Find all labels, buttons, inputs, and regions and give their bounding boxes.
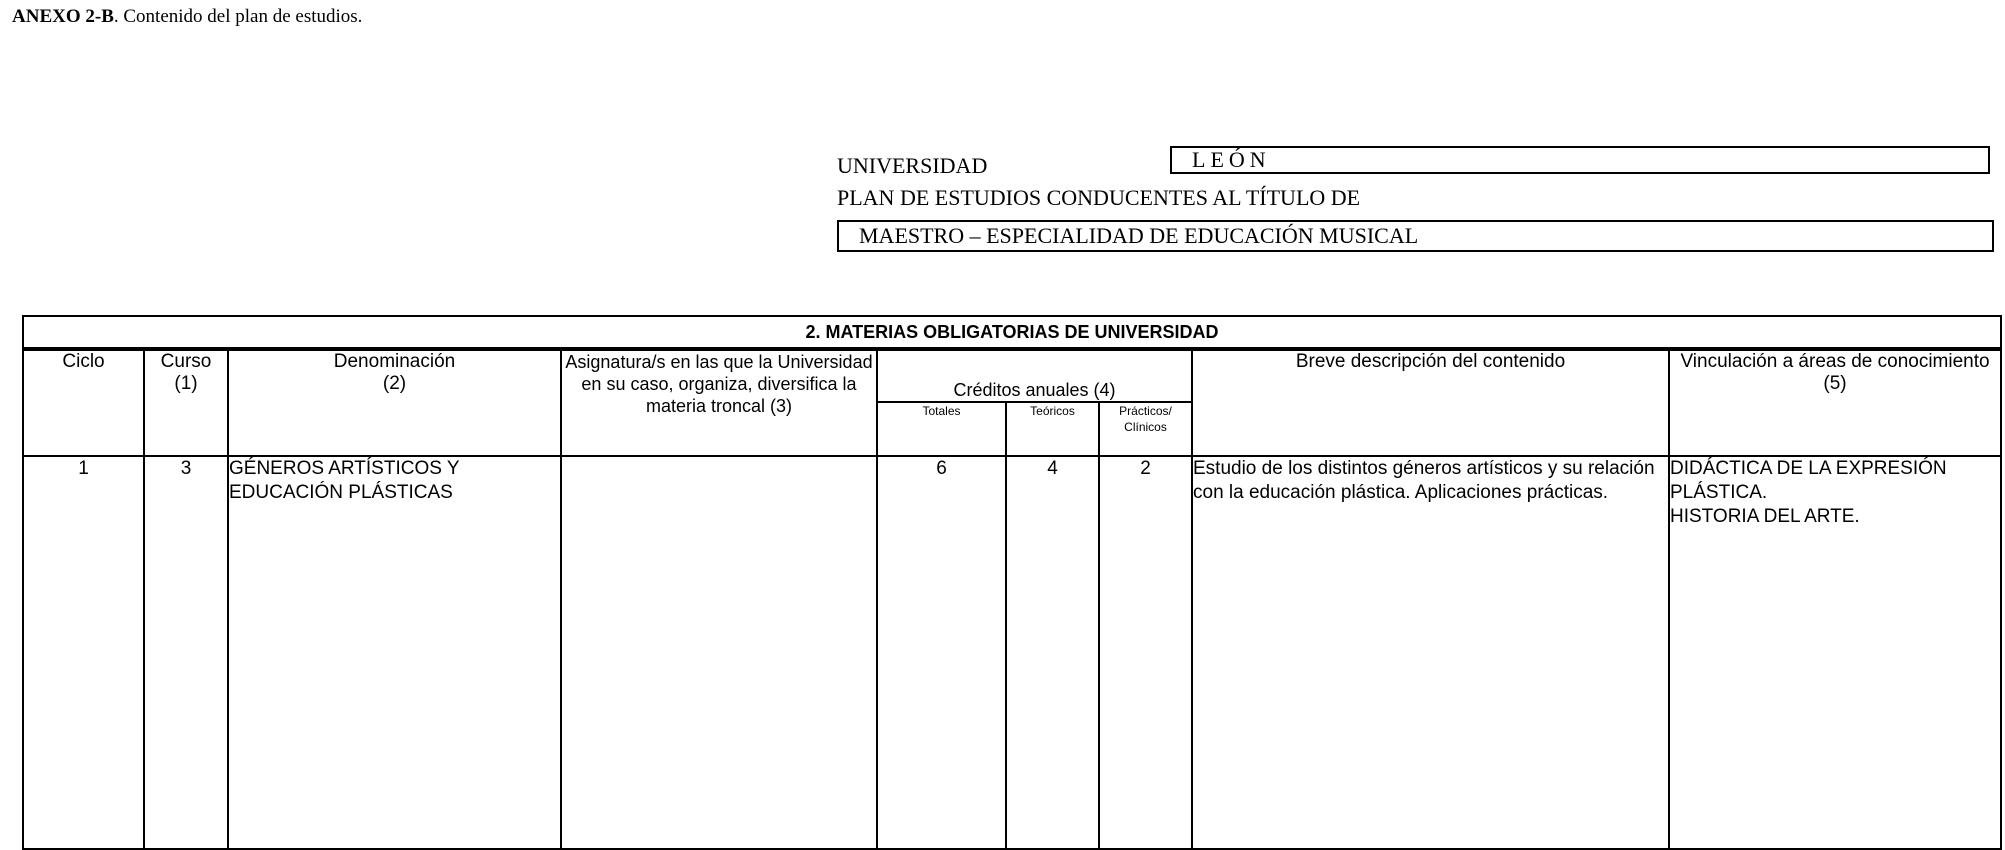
header-descripcion: Breve descripción del contenido <box>1192 349 1669 456</box>
cell-descripcion: Estudio de los distintos géneros artísticos y su relación con la educación plástica. Aplicaciones prácticas. <box>1192 456 1669 849</box>
header-practicos: Prácticos/ Clínicos <box>1099 402 1192 456</box>
cell-totales: 6 <box>877 456 1006 849</box>
header-row-1 <box>23 349 2001 402</box>
university-value-box: LEÓN <box>1170 146 1990 174</box>
header-denominacion-note: (2) <box>382 373 407 394</box>
header-curso-note: (1) <box>174 373 198 394</box>
header-creditos: Créditos anuales (4) <box>877 349 1192 402</box>
degree-title-box: MAESTRO – ESPECIALIDAD DE EDUCACIÓN MUSICAL <box>837 220 1994 252</box>
annex-heading <box>12 6 362 28</box>
subjects-table <box>22 315 2002 850</box>
header-denominacion: Denominación (2) <box>228 349 561 456</box>
vinculacion-area-2: HISTORIA DEL ARTE. <box>1670 506 1860 527</box>
cell-denominacion: GÉNEROS ARTÍSTICOS Y EDUCACIÓN PLÁSTICAS <box>228 456 561 849</box>
section-title-row <box>23 316 2001 349</box>
header-vinculacion: Vinculación a áreas de conocimiento (5) <box>1669 349 2001 456</box>
header-asignaturas: Asignatura/s en las que la Universidad en su caso, organiza, diversifica la materia troncal (3) <box>561 349 877 456</box>
section-title: 2. MATERIAS OBLIGATORIAS DE UNIVERSIDAD <box>23 316 2001 349</box>
header-totales: Totales <box>877 402 1006 456</box>
header-teoricos: Teóricos <box>1006 402 1099 456</box>
vinculacion-area-1: DIDÁCTICA DE LA EXPRESIÓN PLÁSTICA. <box>1670 458 1947 503</box>
annex-caption: . Contenido del plan de estudios. <box>113 6 363 27</box>
annex-number: ANEXO 2-B <box>12 6 114 27</box>
cell-ciclo: 1 <box>23 456 144 849</box>
header-ciclo: Ciclo <box>23 349 144 456</box>
cell-practicos: 2 <box>1099 456 1192 849</box>
cell-asignaturas <box>561 456 877 849</box>
header-curso: Curso (1) <box>144 349 228 456</box>
university-label: UNIVERSIDAD <box>837 153 988 178</box>
table-row <box>23 456 2001 849</box>
plan-label: PLAN DE ESTUDIOS CONDUCENTES AL TÍTULO DE <box>837 185 1361 210</box>
cell-vinculacion <box>1669 456 2001 849</box>
cell-teoricos: 4 <box>1006 456 1099 849</box>
cell-curso: 3 <box>144 456 228 849</box>
